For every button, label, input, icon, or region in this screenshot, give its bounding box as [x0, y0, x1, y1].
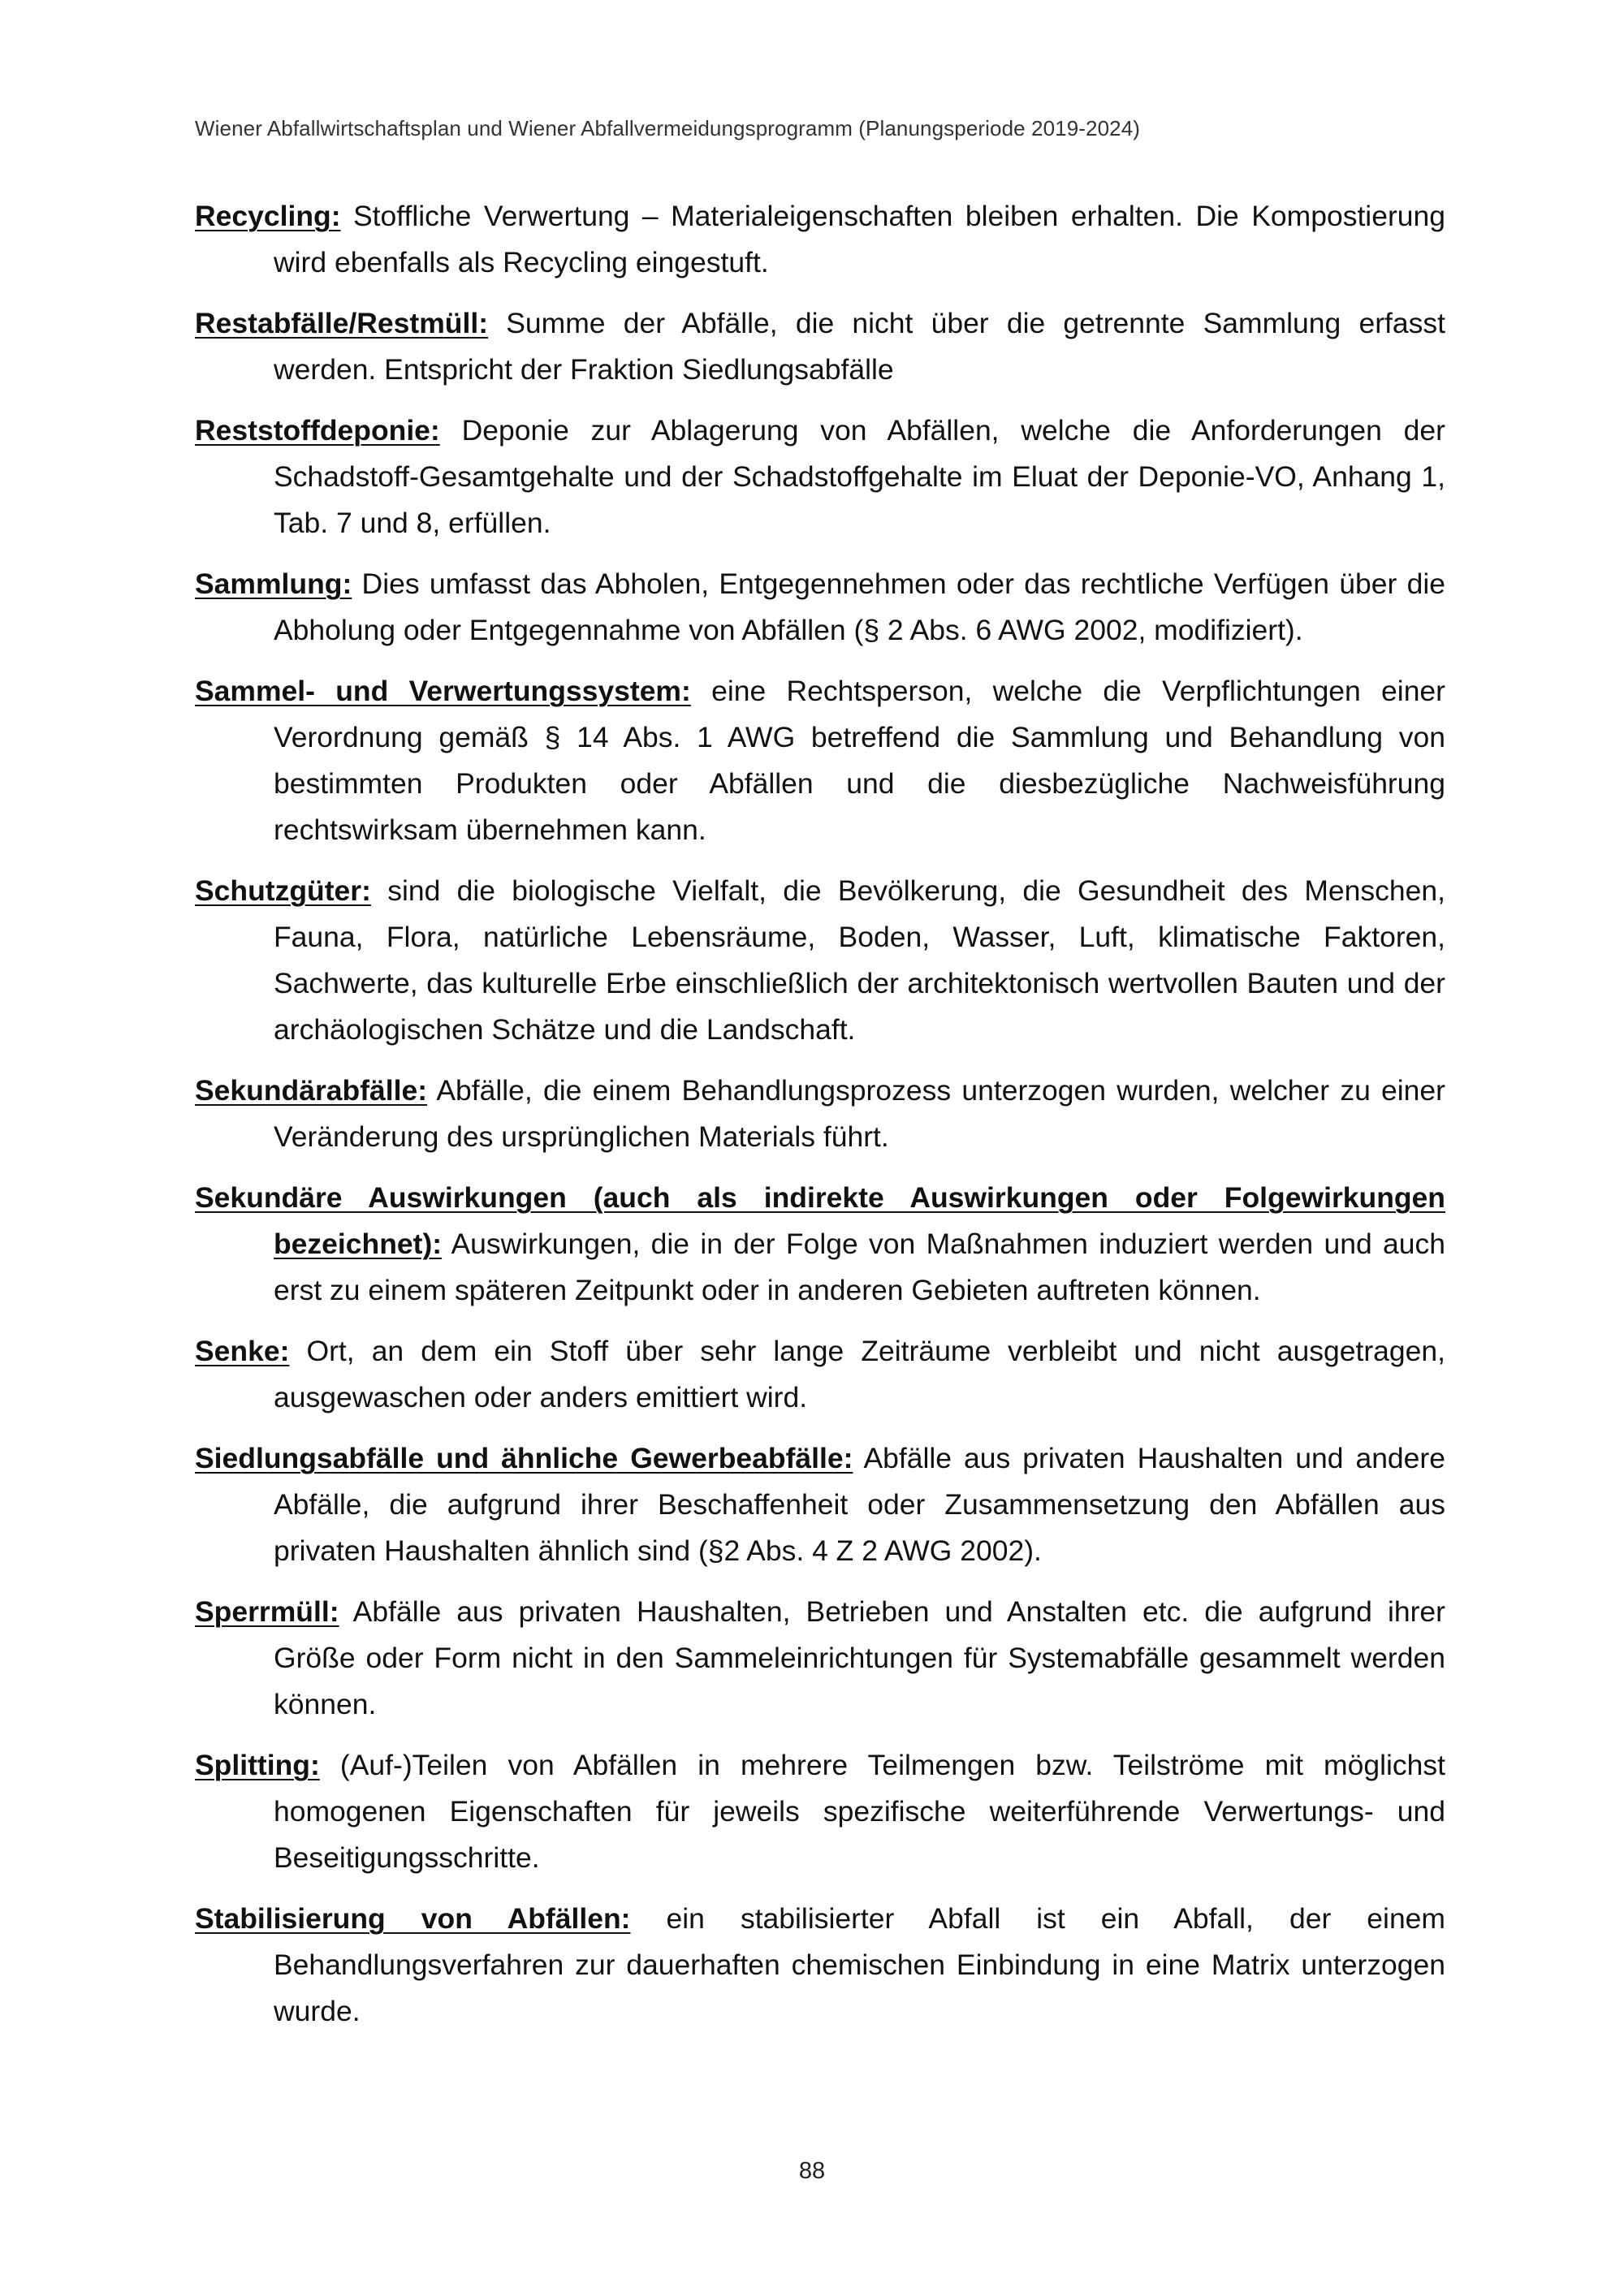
glossary-entry-splitting [195, 1742, 1445, 1881]
glossary-term: Restabfälle/Restmüll: [195, 307, 489, 339]
glossary-entry-recycling [195, 193, 1445, 286]
glossary-definition: Deponie zur Ablagerung von Abfällen, welche die Anforderungen der Schadstoff-Gesamtgehalte und der Schadstoffgehalte im Eluat der Deponie-VO, Anhang 1, Tab. 7 und 8, erfüllen. [274, 414, 1445, 539]
glossary-term: Splitting: [195, 1749, 320, 1781]
glossary-term: Stabilisierung von Abfällen: [195, 1902, 631, 1935]
glossary-definition: Summe der Abfälle, die nicht über die getrennte Sammlung erfasst werden. Entspricht der Fraktion Siedlungsabfälle [274, 307, 1445, 386]
glossary-entry-senke [195, 1328, 1445, 1421]
glossary-definition: Stoffliche Verwertung – Materialeigenschaften bleiben erhalten. Die Kompostierung wird ebenfalls als Recycling eingestuft. [274, 200, 1445, 278]
glossary-entry-reststoffdeponie [195, 408, 1445, 546]
page-header: Wiener Abfallwirtschaftsplan und Wiener Abfallvermeidungsprogramm (Planungsperiode 2019-2024) [195, 116, 1141, 140]
glossary-definition: Abfälle, die einem Behandlungsprozess unterzogen wurden, welcher zu einer Veränderung des ursprünglichen Materials führt. [274, 1074, 1445, 1153]
glossary-term: Reststoffdeponie: [195, 414, 440, 447]
glossary-term: Sammel- und Verwertungssystem: [195, 675, 691, 707]
glossary-list [195, 193, 1445, 2049]
glossary-entry-restabfaelle [195, 300, 1445, 393]
glossary-entry-sammel-verwertungssystem [195, 668, 1445, 853]
glossary-term: Recycling: [195, 200, 341, 232]
glossary-entry-sekundaerabfaelle [195, 1068, 1445, 1160]
glossary-definition: Dies umfasst das Abholen, Entgegennehmen oder das rechtliche Verfügen über die Abholung oder Entgegennahme von Abfällen (§ 2 Abs. 6 AWG 2002, modifiziert). [274, 568, 1445, 646]
glossary-definition: Auswirkungen, die in der Folge von Maßnahmen induziert werden und auch erst zu einem späteren Zeitpunkt oder in anderen Gebieten auftreten können. [274, 1228, 1445, 1306]
glossary-term: Sekundärabfälle: [195, 1074, 428, 1107]
glossary-definition: ein stabilisierter Abfall ist ein Abfall, der einem Behandlungsverfahren zur dauerhaften chemischen Einbindung in eine Matrix unterzogen wurde. [274, 1902, 1445, 2027]
glossary-term: Schutzgüter: [195, 874, 371, 907]
glossary-term: Sammlung: [195, 568, 352, 600]
glossary-entry-siedlungsabfaelle [195, 1435, 1445, 1574]
glossary-definition: (Auf-)Teilen von Abfällen in mehrere Teilmengen bzw. Teilströme mit möglichst homogenen Eigenschaften für jeweils spezifische weiterführende Verwertungs- und Beseitigungsschritte. [274, 1749, 1445, 1874]
glossary-definition: Ort, an dem ein Stoff über sehr lange Zeiträume verbleibt und nicht ausgetragen, ausgewaschen oder anders emittiert wird. [274, 1335, 1445, 1413]
glossary-term: Sekundäre Auswirkungen (auch als indirekte Auswirkungen oder Folgewirkungen bezeichnet): [195, 1181, 1445, 1260]
glossary-entry-schutzgueter [195, 868, 1445, 1053]
glossary-entry-stabilisierung [195, 1896, 1445, 2035]
glossary-term: Siedlungsabfälle und ähnliche Gewerbeabfälle: [195, 1442, 853, 1474]
glossary-term: Sperrmüll: [195, 1595, 339, 1628]
glossary-entry-sammlung [195, 561, 1445, 654]
glossary-entry-sperrmuell [195, 1589, 1445, 1728]
glossary-definition: Abfälle aus privaten Haushalten, Betrieben und Anstalten etc. die aufgrund ihrer Größe oder Form nicht in den Sammeleinrichtungen für Systemabfälle gesammelt werden können. [274, 1595, 1445, 1720]
glossary-definition: eine Rechtsperson, welche die Verpflichtungen einer Verordnung gemäß § 14 Abs. 1 AWG betreffend die Sammlung und Behandlung von bestimmten Produkten oder Abfällen und die diesbezügliche Nachweisführung rechtswirksam übernehmen kann. [274, 675, 1445, 846]
page-number: 88 [798, 2158, 826, 2184]
glossary-term: Senke: [195, 1335, 290, 1367]
glossary-definition: sind die biologische Vielfalt, die Bevölkerung, die Gesundheit des Menschen, Fauna, Flora, natürliche Lebensräume, Boden, Wasser, Luft, klimatische Faktoren, Sachwerte, das kulturelle Erbe einschließlich der architektonisch wertvollen Bauten und der archäologischen Schätze und die Landschaft. [274, 874, 1445, 1046]
glossary-entry-sekundaere-auswirkungen [195, 1175, 1445, 1314]
glossary-definition: Abfälle aus privaten Haushalten und andere Abfälle, die aufgrund ihrer Beschaffenheit oder Zusammensetzung den Abfällen aus privaten Haushalten ähnlich sind (§2 Abs. 4 Z 2 AWG 2002). [274, 1442, 1445, 1567]
